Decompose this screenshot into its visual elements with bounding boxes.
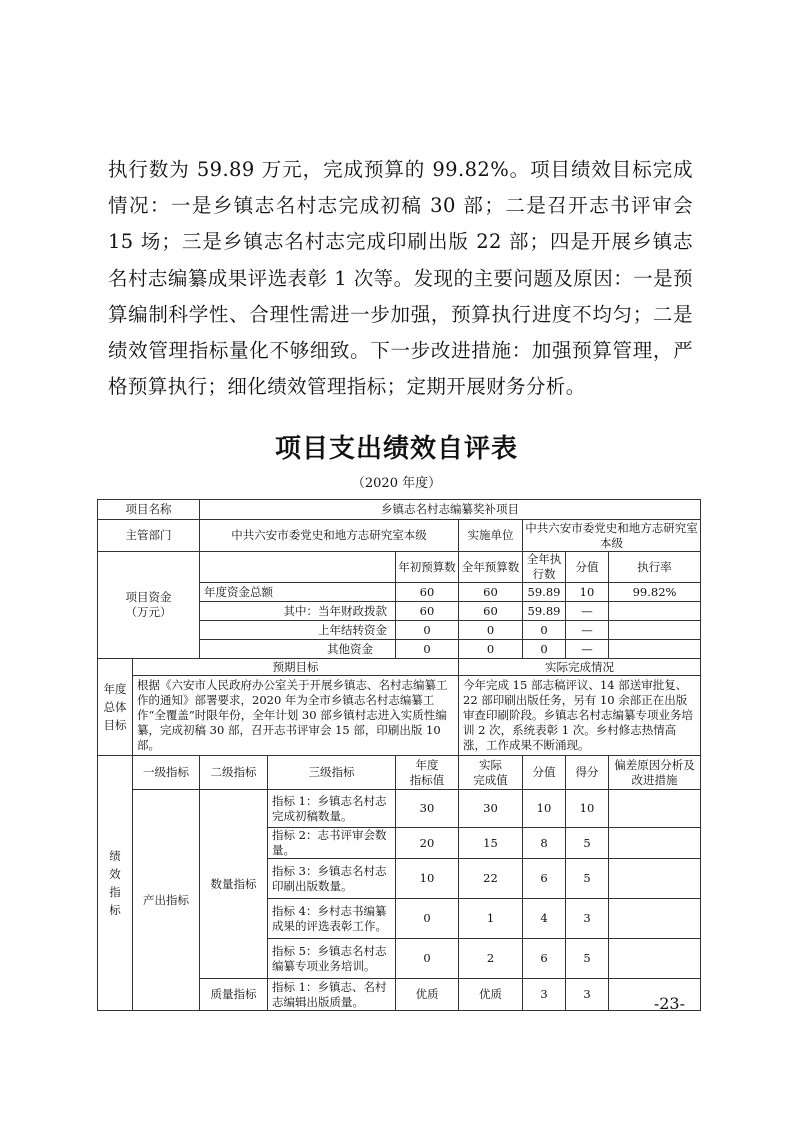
project-name-label: 项目名称	[98, 500, 200, 520]
funds-cell: 0	[523, 640, 566, 659]
funds-header-cell: 分值	[566, 552, 609, 583]
indicator-got: 5	[566, 939, 609, 979]
funds-cell: 10	[566, 583, 609, 602]
indicator-name: 指标 3：乡镇志名村志印刷出版数量。	[268, 859, 396, 899]
impl-value: 中共六安市委党史和地方志研究室本级	[523, 520, 701, 552]
perf-header-cell: 得分	[566, 756, 609, 790]
impl-label: 实施单位	[459, 520, 523, 552]
indicator-target: 0	[396, 939, 459, 979]
perf-header-cell: 分值	[523, 756, 566, 790]
body-paragraph: 执行数为 59.89 万元，完成预算的 99.82%。项目绩效目标完成情况：一是乡镇志名村志完成初稿 30 部；二是召开志书评审会 15 场；三是乡镇志名村志完成印刷出版 22 部；四是开展乡镇志名村志编纂成果评选表彰 1 次等。发现的主要问题及原因：一是预算编制科学性、合理性需进一步加强，预算执行进度不均匀；二是绩效管理指标量化不够细致。下一步改进措施：加强预算管理，严格预算执行；细化绩效管理指标；定期开展财务分析。	[108, 158, 693, 399]
funds-cell	[609, 640, 701, 659]
funds-cell: 0	[396, 640, 459, 659]
indicator-got: 5	[566, 828, 609, 859]
indicator-score: 4	[523, 899, 566, 939]
indicator-score: 3	[523, 979, 566, 1011]
page-number: -23-	[653, 994, 685, 1013]
project-name-value: 乡镇志名村志编纂奖补项目	[200, 500, 701, 520]
indicator-row	[98, 790, 701, 828]
funds-cell: 0	[396, 621, 459, 640]
funds-header-blank	[200, 552, 396, 583]
goal-label: 年度 总体 目标	[98, 659, 133, 756]
expected-goal-label: 预期目标	[133, 659, 459, 676]
funds-cell: 0	[523, 621, 566, 640]
funds-cell: 60	[396, 583, 459, 602]
perf-header-cell: 年度 指标值	[396, 756, 459, 790]
funds-header-cell: 年初预算数	[396, 552, 459, 583]
row-funds-header	[98, 552, 701, 583]
indicator-name: 指标 1：乡镇志、名村志编辑出版质量。	[268, 979, 396, 1011]
indicator-got: 5	[566, 859, 609, 899]
table-title: 项目支出绩效自评表	[274, 434, 518, 464]
indicator-name: 指标 1：乡镇志名村志完成初稿数量。	[268, 790, 396, 828]
indicator-actual: 优质	[459, 979, 523, 1011]
indicator-note	[609, 939, 701, 979]
actual-goal-text: 今年完成 15 部志稿评议、14 部送审批复、22 部印刷出版任务，另有 10 余部正在出版审查印刷阶段。乡镇志名村志编纂专项业务培训 2 次，系统表彰 1 次。乡村修志热情高涨，工作成果不断涌现。	[459, 676, 701, 756]
funds-cell: 0	[459, 640, 523, 659]
level1-label: 产出指标	[133, 790, 200, 1011]
indicator-name: 指标 5：乡镇志名村志编纂专项业务培训。	[268, 939, 396, 979]
indicator-actual: 1	[459, 899, 523, 939]
indicator-actual: 15	[459, 828, 523, 859]
indicator-got: 3	[566, 899, 609, 939]
indicator-actual: 30	[459, 790, 523, 828]
indicator-note	[609, 790, 701, 828]
funds-row-label: 年度资金总额	[200, 583, 396, 602]
indicator-target: 30	[396, 790, 459, 828]
indicator-target: 优质	[396, 979, 459, 1011]
dept-label: 主管部门	[98, 520, 200, 552]
indicator-score: 10	[523, 790, 566, 828]
quantity-label: 数量指标	[200, 790, 268, 979]
indicator-score: 6	[523, 939, 566, 979]
funds-cell: 59.89	[523, 602, 566, 621]
funds-cell: —	[566, 602, 609, 621]
quality-label: 质量指标	[200, 979, 268, 1011]
perf-header-cell: 一级指标	[133, 756, 200, 790]
perf-label: 绩 效 指 标	[98, 756, 133, 1011]
funds-row-label: 上年结转资金	[200, 621, 396, 640]
indicator-name: 指标 4：乡村志书编纂成果的评选表彰工作。	[268, 899, 396, 939]
funds-cell: 60	[396, 602, 459, 621]
funds-cell: 99.82%	[609, 583, 701, 602]
funds-cell	[609, 602, 701, 621]
indicator-note	[609, 859, 701, 899]
indicator-got: 10	[566, 790, 609, 828]
funds-cell: —	[566, 621, 609, 640]
funds-row-label: 其他资金	[200, 640, 396, 659]
funds-cell	[609, 621, 701, 640]
indicator-actual: 22	[459, 859, 523, 899]
indicator-target: 0	[396, 899, 459, 939]
row-goal-header	[98, 659, 701, 676]
row-department	[98, 520, 701, 552]
funds-cell: 60	[459, 583, 523, 602]
funds-cell: —	[566, 640, 609, 659]
perf-header-cell: 实际 完成值	[459, 756, 523, 790]
funds-row-label: 其中：当年财政拨款	[200, 602, 396, 621]
indicator-name: 指标 2：志书评审会数量。	[268, 828, 396, 859]
funds-header-cell: 全年执行数	[523, 552, 566, 583]
perf-header-cell: 二级指标	[200, 756, 268, 790]
performance-table	[97, 499, 701, 1011]
indicator-got: 3	[566, 979, 609, 1011]
perf-header-cell: 偏差原因分析及 改进措施	[609, 756, 701, 790]
expected-goal-text: 根据《六安市人民政府办公室关于开展乡镇志、名村志编纂工作的通知》部署要求，2020 年为全市乡镇志名村志编纂工作“全覆盖”时限年份，全年计划 30 部乡镇村志进入实质性编纂，完成初稿 30 部，召开志书评审会 15 部，印刷出版 10 部。	[133, 676, 459, 756]
funds-cell: 59.89	[523, 583, 566, 602]
row-perf-header	[98, 756, 701, 790]
funds-header-cell: 全年预算数	[459, 552, 523, 583]
indicator-note	[609, 828, 701, 859]
indicator-target: 10	[396, 859, 459, 899]
indicator-score: 6	[523, 859, 566, 899]
indicator-note	[609, 899, 701, 939]
perf-header-cell: 三级指标	[268, 756, 396, 790]
indicator-actual: 2	[459, 939, 523, 979]
row-project-name	[98, 500, 701, 520]
actual-goal-label: 实际完成情况	[459, 659, 701, 676]
funds-label: 项目资金 （万元）	[98, 552, 200, 659]
indicator-score: 8	[523, 828, 566, 859]
table-subtitle: （2020 年度）	[351, 476, 442, 491]
indicator-target: 20	[396, 828, 459, 859]
row-goal-content	[98, 676, 701, 756]
funds-cell: 0	[459, 621, 523, 640]
funds-cell: 60	[459, 602, 523, 621]
dept-value: 中共六安市委党史和地方志研究室本级	[200, 520, 459, 552]
funds-header-cell: 执行率	[609, 552, 701, 583]
